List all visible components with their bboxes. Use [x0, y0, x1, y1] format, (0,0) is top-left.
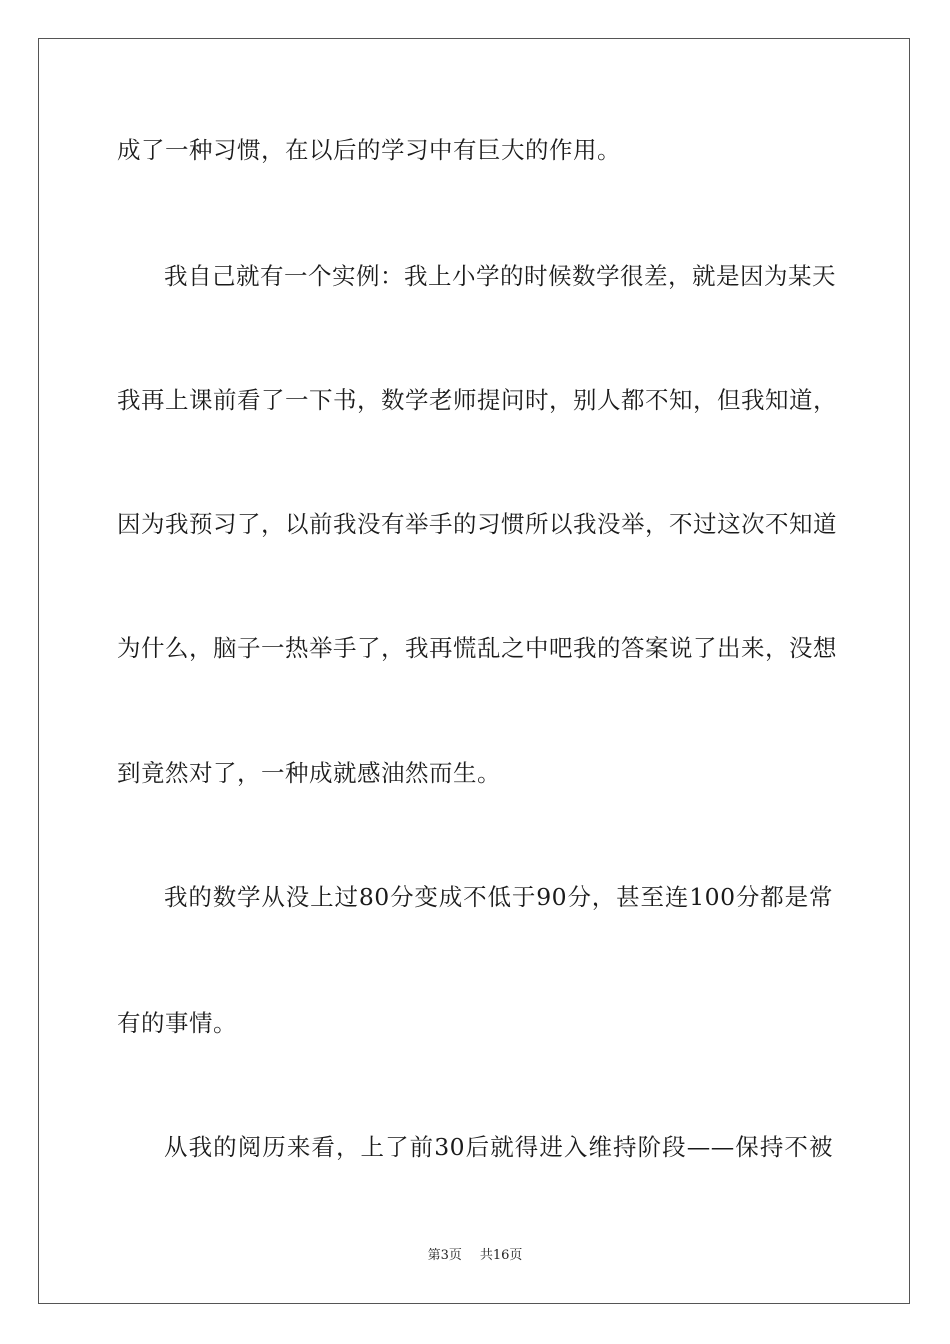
text-line-2: 我自己就有一个实例：我上小学的时候数学很差，就是因为某天 [164, 262, 836, 290]
text-line-8: 有的事情。 [117, 1009, 237, 1037]
text-line-4: 因为我预习了，以前我没有举手的习惯所以我没举，不过这次不知道 [117, 510, 837, 538]
page-border [38, 38, 910, 1304]
text-line-1: 成了一种习惯，在以后的学习中有巨大的作用。 [117, 136, 621, 164]
page-footer [0, 1247, 950, 1265]
page-number: 第3页 [427, 1248, 462, 1263]
total-pages: 共16页 [479, 1248, 523, 1263]
text-line-9: 从我的阅历来看，上了前30后就得进入维持阶段——保持不被 [164, 1133, 833, 1161]
text-line-5: 为什么，脑子一热举手了，我再慌乱之中吧我的答案说了出来，没想 [117, 634, 837, 662]
text-line-6: 到竟然对了，一种成就感油然而生。 [117, 759, 501, 787]
text-line-3: 我再上课前看了一下书，数学老师提问时，别人都不知，但我知道， [117, 386, 837, 414]
text-line-7: 我的数学从没上过80分变成不低于90分，甚至连100分都是常 [164, 883, 833, 911]
